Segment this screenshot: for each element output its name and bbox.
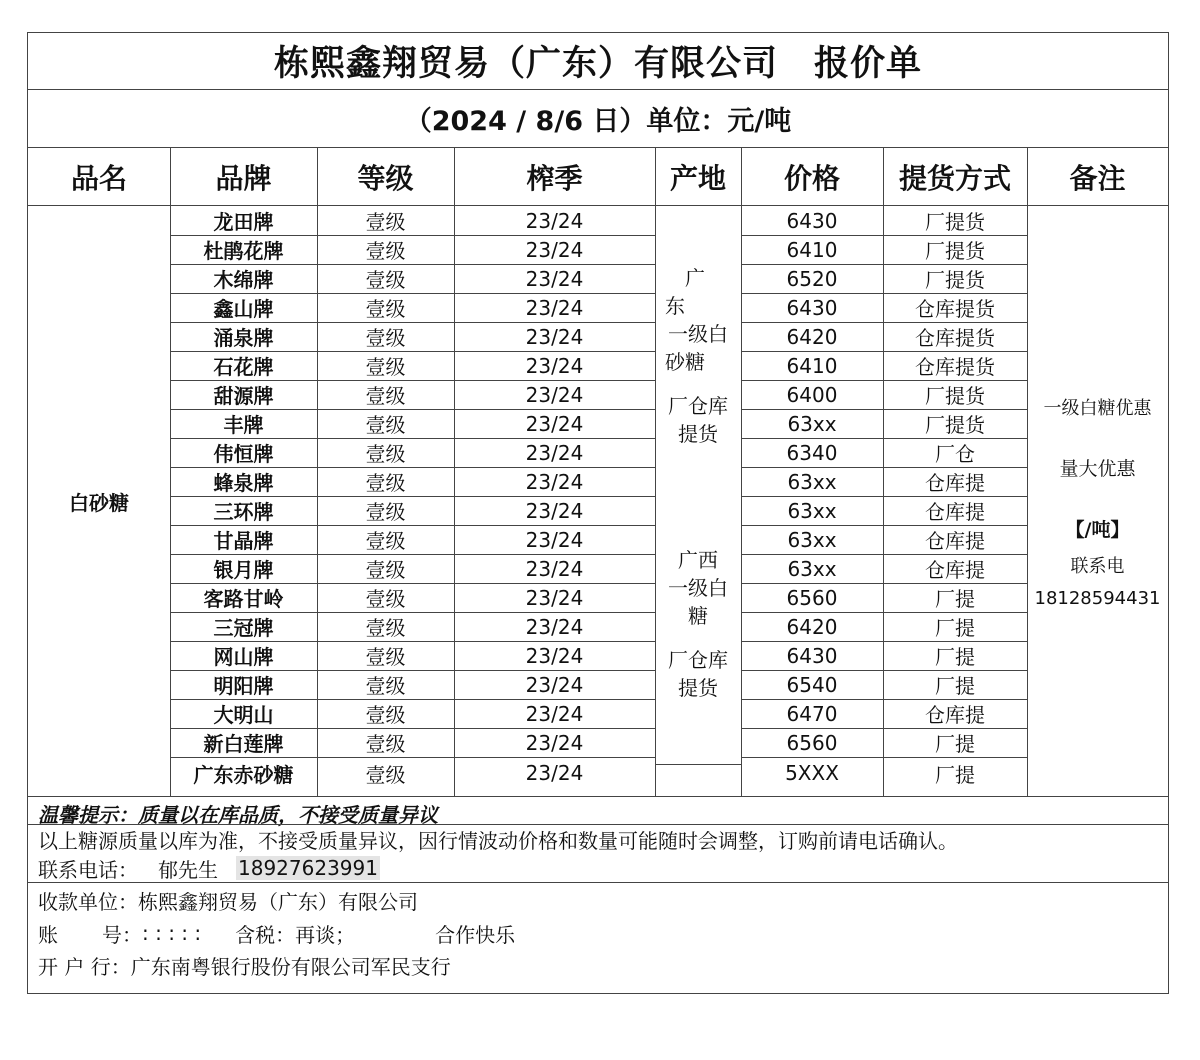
origin-guangxi: 广西 一级白 糖 厂仓库 提货 <box>668 548 728 700</box>
pickup-cell: 厂提 <box>935 674 975 698</box>
product-name: 白砂糖 <box>69 490 129 515</box>
document-type: 报价单 <box>814 44 923 84</box>
price-cell: 6340 <box>786 440 838 465</box>
pickup-cell: 仓库提货 <box>915 326 995 350</box>
pickup-cell: 厂提货 <box>925 210 985 234</box>
season-cell: 23/24 <box>525 701 584 726</box>
bank-label: 开 户 行： <box>38 954 131 979</box>
grade-cell: 壹级 <box>365 645 406 669</box>
season-cell: 23/24 <box>525 730 584 755</box>
account-label-2: 号： <box>102 922 142 947</box>
price-cell: 63xx <box>787 498 837 523</box>
brand-cell: 广东赤砂糖 <box>193 762 294 787</box>
pickup-cell: 厂提货 <box>925 239 985 263</box>
pickup-cell: 仓库提 <box>925 471 985 495</box>
price-cell: 6420 <box>786 614 838 639</box>
payee-label: 收款单位： <box>38 889 138 914</box>
price-cell: 5XXX <box>785 761 839 785</box>
header-remarks: 备注 <box>1069 162 1126 195</box>
pickup-cell: 厂提 <box>935 645 975 669</box>
season-cell: 23/24 <box>525 556 584 581</box>
payee-name: 栋熙鑫翔贸易（广东）有限公司 <box>138 889 418 914</box>
header-grade: 等级 <box>357 162 414 195</box>
grade-cell: 壹级 <box>365 210 406 234</box>
brand-cell: 甜源牌 <box>213 384 274 408</box>
pickup-cell: 仓库提 <box>925 558 985 582</box>
price-cell: 6420 <box>786 324 838 349</box>
season-cell: 23/24 <box>525 527 584 552</box>
grade-cell: 壹级 <box>365 587 406 611</box>
origin-cell <box>655 206 741 764</box>
brand-cell: 大明山 <box>213 703 274 727</box>
price-cell: 6410 <box>786 353 838 378</box>
contact-name: 郁先生 <box>158 857 218 882</box>
grade-cell: 壹级 <box>365 616 406 640</box>
header-season: 榨季 <box>526 162 583 195</box>
pickup-cell: 仓库提 <box>925 500 985 524</box>
brand-cell: 新白莲牌 <box>203 732 284 756</box>
grade-cell: 壹级 <box>365 471 406 495</box>
brand-cell: 网山牌 <box>213 645 274 669</box>
account-line <box>38 920 515 946</box>
account-label: 账 <box>38 922 58 947</box>
remark-phone: 18128594431 <box>1034 587 1161 609</box>
tax-value: 再谈； <box>295 922 356 947</box>
brand-cell: 涌泉牌 <box>213 326 274 350</box>
grade-cell: 壹级 <box>365 674 406 698</box>
header-brand: 品牌 <box>215 162 272 195</box>
price-cell: 6400 <box>786 382 838 407</box>
grade-cell: 壹级 <box>365 703 406 727</box>
slogan: 合作快乐 <box>435 922 516 947</box>
remark-contact-label: 联系电 <box>1070 555 1125 577</box>
season-cell: 23/24 <box>525 672 584 697</box>
pickup-cell: 仓库提货 <box>915 297 995 321</box>
pickup-cell: 仓库提 <box>925 703 985 727</box>
pickup-cell: 厂提 <box>935 732 975 756</box>
season-cell: 23/24 <box>525 614 584 639</box>
brand-cell: 银月牌 <box>213 558 274 582</box>
season-cell: 23/24 <box>525 761 584 785</box>
pickup-cell: 厂提货 <box>925 413 985 437</box>
grade-cell: 壹级 <box>365 239 406 263</box>
brand-cell: 明阳牌 <box>213 674 274 698</box>
season-cell: 23/24 <box>525 208 584 233</box>
season-cell: 23/24 <box>525 266 584 291</box>
price-cell: 6430 <box>786 643 838 668</box>
pickup-cell: 厂提货 <box>925 268 985 292</box>
quotation-sheet <box>27 32 1169 994</box>
grade-cell: 壹级 <box>365 732 406 756</box>
pickup-cell: 仓库提货 <box>915 355 995 379</box>
grade-cell: 壹级 <box>365 384 406 408</box>
pickup-cell: 厂提货 <box>925 384 985 408</box>
season-cell: 23/24 <box>525 237 584 262</box>
price-cell: 63xx <box>787 469 837 494</box>
brand-cell: 三冠牌 <box>213 616 274 640</box>
price-cell: 6470 <box>786 701 838 726</box>
header-pickup: 提货方式 <box>898 162 1011 195</box>
season-cell: 23/24 <box>525 324 584 349</box>
pickup-cell: 厂提 <box>935 762 975 787</box>
grade-cell: 壹级 <box>365 413 406 437</box>
header-origin: 产地 <box>669 162 726 195</box>
grade-cell: 壹级 <box>365 355 406 379</box>
price-cell: 6560 <box>786 730 838 755</box>
header-product: 品名 <box>70 162 127 195</box>
header-price: 价格 <box>783 162 840 195</box>
bank-line <box>38 952 451 978</box>
grade-cell: 壹级 <box>365 268 406 292</box>
grade-cell: 壹级 <box>365 762 406 787</box>
contact-line <box>38 855 380 881</box>
brand-cell: 木绵牌 <box>213 268 274 292</box>
price-cell: 6540 <box>786 672 838 697</box>
brand-cell: 甘晶牌 <box>213 529 274 553</box>
price-cell: 63xx <box>787 411 837 436</box>
remark-discount: 一级白糖优惠 <box>1043 397 1152 419</box>
brand-cell: 三环牌 <box>213 500 274 524</box>
pickup-cell: 厂仓 <box>935 442 975 466</box>
price-cell: 63xx <box>787 556 837 581</box>
contact-label: 联系电话： <box>38 857 138 882</box>
company-name: 栋熙鑫翔贸易（广东）有限公司 <box>273 44 778 84</box>
season-cell: 23/24 <box>525 295 584 320</box>
season-cell: 23/24 <box>525 643 584 668</box>
contact-phone: 18927623991 <box>238 856 378 880</box>
tax-label: 含税： <box>235 922 296 947</box>
price-cell: 6410 <box>786 237 838 262</box>
season-cell: 23/24 <box>525 498 584 523</box>
account-value: : : : : : <box>142 921 202 945</box>
brand-cell: 客路甘岭 <box>203 587 284 611</box>
brand-cell: 伟恒牌 <box>213 442 274 466</box>
price-cell: 6430 <box>786 295 838 320</box>
season-cell: 23/24 <box>525 585 584 610</box>
remark-bulk: 量大优惠 <box>1059 457 1136 480</box>
season-cell: 23/24 <box>525 353 584 378</box>
price-cell: 6430 <box>786 208 838 233</box>
grade-cell: 壹级 <box>365 442 406 466</box>
pickup-cell: 仓库提 <box>925 529 985 553</box>
date-unit-line: （2024 / 8/6 日）单位：元/吨 <box>404 106 792 137</box>
payee-line <box>38 887 418 913</box>
grade-cell: 壹级 <box>365 529 406 553</box>
season-cell: 23/24 <box>525 469 584 494</box>
bank-name: 广东南粤银行股份有限公司军民支行 <box>130 954 451 979</box>
brand-cell: 丰牌 <box>223 413 264 437</box>
brand-cell: 鑫山牌 <box>213 297 274 321</box>
notice-text: 以上糖源质量以库为准，不接受质量异议，因行情波动价格和数量可能随时会调整，订购前请电话确认。 <box>38 828 958 853</box>
document-title <box>28 33 1168 89</box>
grade-cell: 壹级 <box>365 500 406 524</box>
grade-cell: 壹级 <box>365 326 406 350</box>
season-cell: 23/24 <box>525 382 584 407</box>
brand-cell: 龙田牌 <box>213 210 274 234</box>
brand-cell: 杜鹃花牌 <box>203 239 284 263</box>
grade-cell: 壹级 <box>365 297 406 321</box>
price-cell: 6560 <box>786 585 838 610</box>
price-cell: 63xx <box>787 527 837 552</box>
grade-cell: 壹级 <box>365 558 406 582</box>
remark-unit: 【/吨】 <box>1065 518 1130 541</box>
pickup-cell: 厂提 <box>935 616 975 640</box>
season-cell: 23/24 <box>525 411 584 436</box>
brand-cell: 蜂泉牌 <box>213 471 274 495</box>
warm-tip: 温馨提示：质量以在库品质，不接受质量异议 <box>38 803 438 827</box>
brand-cell: 石花牌 <box>213 355 274 379</box>
season-cell: 23/24 <box>525 440 584 465</box>
price-cell: 6520 <box>786 266 838 291</box>
pickup-cell: 厂提 <box>935 587 975 611</box>
origin-guangdong: 广 东 一级白 砂糖 厂仓库 提货 <box>665 266 728 446</box>
remarks-cell <box>1027 206 1168 796</box>
